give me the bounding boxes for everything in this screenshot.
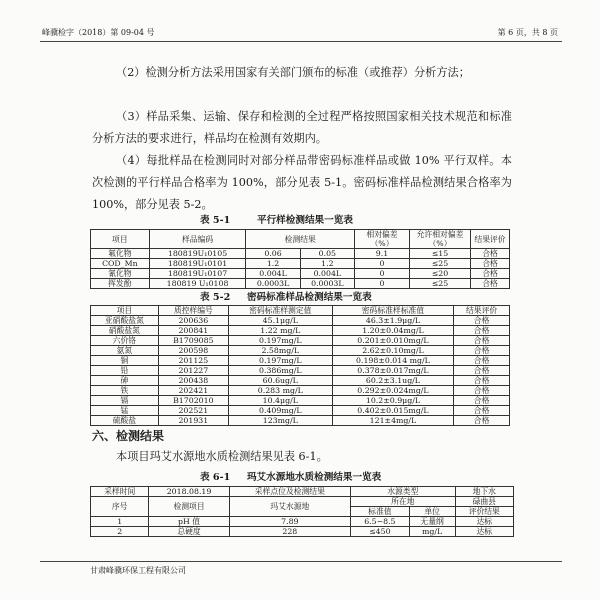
table-row — [91, 316, 510, 326]
table-row — [91, 346, 510, 356]
table-row — [91, 366, 510, 376]
table-header-cell: 结果评价 — [471, 230, 510, 249]
table-cell: ≤25 — [410, 259, 471, 269]
table-cell: 镉 — [91, 396, 159, 406]
table-5-1-caption: 表 5-1 平行样检测结果一览表 — [200, 215, 353, 226]
table-header-cell: 碌曲县 — [455, 497, 513, 507]
table-cell: 0.198±0.014 mg/L — [332, 356, 454, 366]
table-cell: 201931 — [158, 416, 228, 426]
table-cell: 0.378±0.017mg/L — [332, 366, 454, 376]
table-cell: 200636 — [158, 316, 228, 326]
table-header-cell: 质控样编号 — [158, 306, 228, 316]
table-row — [91, 326, 510, 336]
table-cell: 合格 — [471, 249, 510, 259]
table-cell: 合格 — [454, 376, 510, 386]
table-cell: mg/L — [409, 527, 455, 537]
company-name: 甘肃峰骥环保工程有限公司 — [90, 566, 186, 575]
table-header-cell: 样品编码 — [149, 230, 246, 249]
table-cell: 合格 — [454, 366, 510, 376]
table-cell: ≤20 — [410, 269, 471, 279]
table-cell: 合格 — [454, 356, 510, 366]
table-cell: 228 — [229, 527, 350, 537]
table-cell: 121±4mg/L — [332, 416, 454, 426]
table-header-cell: 密码标准样标准值 — [332, 306, 454, 316]
table-header-cell: 标准值 — [351, 507, 410, 517]
table-header-row — [91, 497, 514, 507]
table-cell: 合格 — [454, 336, 510, 346]
table-5-2 — [90, 305, 510, 426]
section-title: 六、检测结果 — [92, 429, 165, 443]
table-header-cell: 评价结果 — [455, 507, 513, 517]
table-cell: 0.05 — [300, 249, 354, 259]
table-cell: 砷 — [91, 376, 159, 386]
table-cell: 0.201±0.010mg/L — [332, 336, 454, 346]
table-cell: 202421 — [158, 386, 228, 396]
table-header-cell: 采样时间 — [91, 487, 149, 497]
table-cell: 六价铬 — [91, 336, 159, 346]
table-cell: B1709085 — [158, 336, 228, 346]
table-header-cell: 采样点位及检测结果 — [229, 487, 350, 497]
section-text: 本项目玛艾水源地水质检测结果见表 6-1。 — [116, 450, 328, 463]
table-cell: 9.1 — [355, 249, 410, 259]
table-cell: 铜 — [91, 356, 159, 366]
table-cell: 0.386mg/L — [228, 366, 332, 376]
table-cell: 合格 — [454, 416, 510, 426]
table-cell: 达标 — [455, 517, 513, 527]
paragraph-sampling: （3）样品采集、运输、保存和检测的全过程严格按照国家相关技术规范和标准分析方法的要求进行，样品均在检测有效期内。 — [92, 110, 512, 145]
table-cell: 合格 — [454, 346, 510, 356]
table-cell: 亚硝酸盐氮 — [91, 316, 159, 326]
table-header-cell: 地下水 — [455, 487, 513, 497]
table-cell: 0 — [355, 259, 410, 269]
table-cell: 1.20±0.04mg/L — [332, 326, 454, 336]
table-cell: 锰 — [91, 406, 159, 416]
table-cell: 180819U₁0105 — [149, 249, 246, 259]
table-cell: 氨氮 — [91, 346, 159, 356]
table-cell: pH 值 — [149, 517, 229, 527]
table-cell: 201227 — [158, 366, 228, 376]
table-cell: 合格 — [471, 259, 510, 269]
table-cell: 10.4μg/L — [228, 396, 332, 406]
table-row — [91, 249, 510, 259]
table-cell: 180819U₁0101 — [149, 259, 246, 269]
table-header-cell: 序号 — [91, 497, 149, 517]
table-cell: 1.2 — [246, 259, 300, 269]
table-row — [91, 517, 514, 527]
table-row — [91, 406, 510, 416]
table-row — [91, 336, 510, 346]
table-cell: 0.409mg/L — [228, 406, 332, 416]
table-cell: 0.004L — [300, 269, 354, 279]
table-row — [91, 269, 510, 279]
table-cell: 2.58mg/L — [228, 346, 332, 356]
table-cell: 60.6ug/L — [228, 376, 332, 386]
table-cell: 铅 — [91, 366, 159, 376]
table-cell: ≤15 — [410, 249, 471, 259]
table-cell: 0.283 mg/L — [228, 386, 332, 396]
table-cell: 180819U₁0107 — [149, 269, 246, 279]
table-cell: 无量纲 — [409, 517, 455, 527]
page-header — [40, 27, 562, 42]
table-row — [91, 259, 510, 269]
table-cell: 10.2±0.9μg/L — [332, 396, 454, 406]
table-cell: 总硬度 — [149, 527, 229, 537]
table-cell: 0.197mg/L — [228, 356, 332, 366]
table-cell: ≤450 — [351, 527, 410, 537]
table-cell: COD_Mn — [91, 259, 150, 269]
table-cell: 挥发酚 — [91, 279, 150, 289]
table-6-1 — [90, 486, 514, 537]
table-row — [91, 376, 510, 386]
table-header-cell: 项目 — [91, 230, 150, 249]
table-header-cell: 所在地 — [351, 497, 456, 507]
table-header-cell: 水源类型 — [351, 487, 456, 497]
table-cell: 1.22 mg/L — [228, 326, 332, 336]
table-5-2-caption: 表 5-2 密码标准样品检测结果一览表 — [200, 292, 372, 303]
table-header-cell: 密码标准样测定值 — [228, 306, 332, 316]
table-header-cell: 检测结果 — [246, 230, 355, 249]
page-footer — [40, 561, 562, 576]
table-cell: 46.3±1.9μg/L — [332, 316, 454, 326]
table-cell: 201125 — [158, 356, 228, 366]
table-cell: 铁 — [91, 386, 159, 396]
table-header-cell: 相对偏差（%） — [355, 230, 410, 249]
table-cell: 氰化物 — [91, 269, 150, 279]
table-cell: 200438 — [158, 376, 228, 386]
table-cell: 合格 — [471, 279, 510, 289]
table-cell: 0.292±0.024mg/L — [332, 386, 454, 396]
table-cell: 45.1μg/L — [228, 316, 332, 326]
table-header-cell: 单位 — [409, 507, 455, 517]
table-5-1 — [90, 229, 510, 289]
table-cell: 硫酸盐 — [91, 416, 159, 426]
table-cell: 0.197mg/L — [228, 336, 332, 346]
table-header-cell: 项目 — [91, 306, 159, 316]
table-header-cell: 玛艾水源地 — [229, 497, 350, 517]
table-cell: 6.5~8.5 — [351, 517, 410, 527]
table-header-cell: 结果评价 — [454, 306, 510, 316]
table-cell: 0.0003L — [300, 279, 354, 289]
table-row — [91, 416, 510, 426]
table-cell: 2 — [91, 527, 149, 537]
table-cell: B1702010 — [158, 396, 228, 406]
table-cell: 202521 — [158, 406, 228, 416]
table-cell: ≤25 — [410, 279, 471, 289]
table-cell: 180819 U₁0108 — [149, 279, 246, 289]
table-cell: 0 — [355, 279, 410, 289]
table-cell: 200598 — [158, 346, 228, 356]
table-row — [91, 279, 510, 289]
paragraph-qc: （4）每批样品在检测同时对部分样品带密码标准样品或做 10% 平行双样。本次检测的平行样品合格率为 100%，部分见表 5-1。密码标准样品检测结果合格率为 100%，部分见表 5-2。 — [92, 154, 512, 211]
table-header-cell: 2018.08.19 — [149, 487, 229, 497]
table-header-row — [91, 487, 514, 497]
table-header-cell: 检测项目 — [149, 497, 229, 517]
table-cell: 200841 — [158, 326, 228, 336]
table-cell: 1 — [91, 517, 149, 527]
table-cell: 合格 — [454, 386, 510, 396]
table-cell: 0.0003L — [246, 279, 300, 289]
table-cell: 合格 — [454, 396, 510, 406]
table-cell: 1.2 — [300, 259, 354, 269]
table-cell: 合格 — [471, 269, 510, 279]
table-cell: 0 — [355, 269, 410, 279]
table-cell: 氟化物 — [91, 249, 150, 259]
paragraph-method: （2）检测分析方法采用国家有关部门颁布的标准（或推荐）分析方法； — [116, 66, 470, 79]
table-row — [91, 386, 510, 396]
table-header-row — [91, 306, 510, 316]
table-cell: 硝酸盐氮 — [91, 326, 159, 336]
table-header-row — [91, 230, 510, 249]
table-cell: 60.2±3.1ug/L — [332, 376, 454, 386]
table-cell: 2.62±0.10mg/L — [332, 346, 454, 356]
table-cell: 0.402±0.015mg/L — [332, 406, 454, 416]
table-cell: 0.06 — [246, 249, 300, 259]
table-cell: 合格 — [454, 316, 510, 326]
table-6-1-caption: 表 6-1 玛艾水源地水质检测结果一览表 — [200, 472, 382, 483]
table-row — [91, 527, 514, 537]
table-cell: 达标 — [455, 527, 513, 537]
table-cell: 7.89 — [229, 517, 350, 527]
table-cell: 合格 — [454, 406, 510, 416]
table-cell: 123mg/L — [228, 416, 332, 426]
table-cell: 0.004L — [246, 269, 300, 279]
table-row — [91, 356, 510, 366]
table-cell: 合格 — [454, 326, 510, 336]
table-header-cell: 允许相对偏差（%） — [410, 230, 471, 249]
report-number: 峰骥检字（2018）第 09-04 号 — [42, 28, 155, 37]
page-number: 第 6 页，共 8 页 — [497, 28, 558, 37]
table-row — [91, 396, 510, 406]
